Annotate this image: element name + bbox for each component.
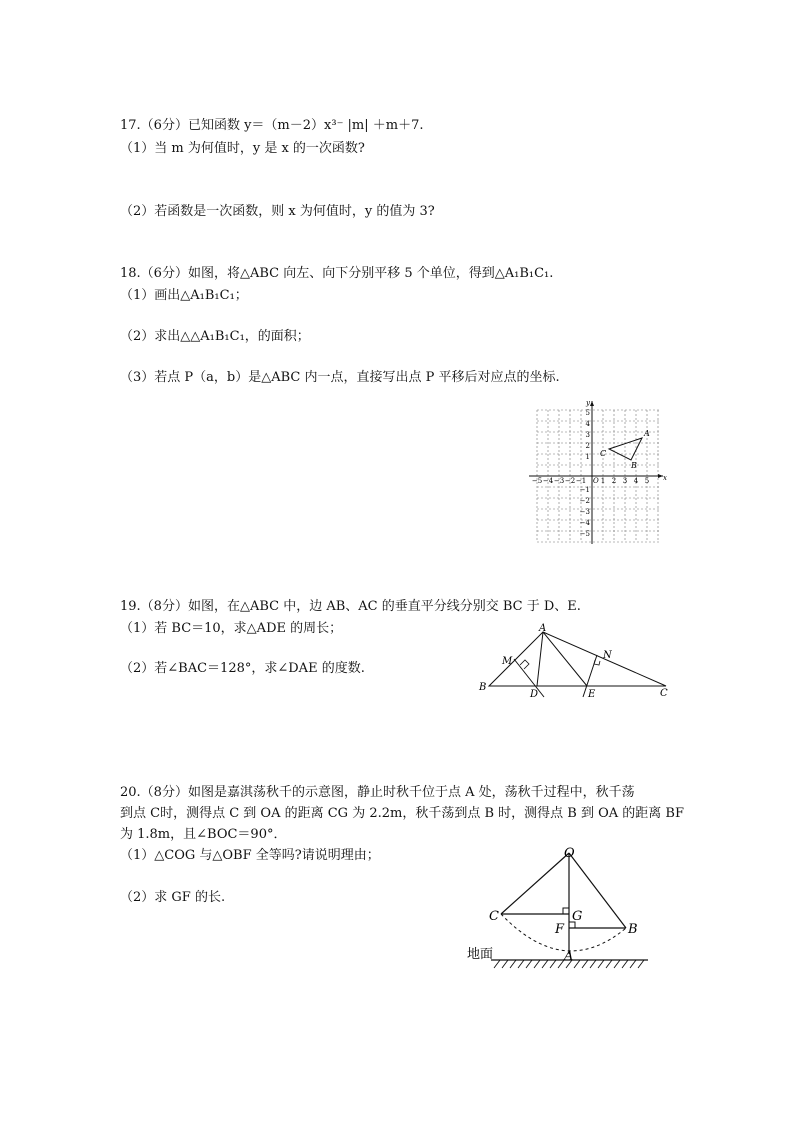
q20-stem-line1: 20.（8分）如图是嘉淇荡秋千的示意图，静止时秋千位于点 A 处，荡秋千过程中，秋千荡 — [120, 785, 635, 800]
label-c: C — [600, 449, 607, 458]
label-a: A — [539, 623, 547, 634]
y-axis-arrow — [590, 401, 594, 406]
q20-stem-line2: 到点 C时，测得点 C 到 OA 的距离 CG 为 2.2m，秋千荡到点 B 时，测得点 B 到 OA 的距离 BF — [120, 806, 684, 821]
q19-stem: 19.（8分）如图，在△ABC 中，边 AB、AC 的垂直平分线分别交 BC 于 D、E. — [120, 599, 581, 614]
q19-part1: （1）若 BC＝10，求△ADE 的周长； — [120, 621, 343, 636]
label-n: N — [603, 650, 612, 661]
x-tick: 2 — [611, 477, 617, 485]
x-tick-labels — [532, 477, 649, 485]
axis-label-x: x — [663, 474, 667, 482]
y-tick: −4 — [579, 519, 590, 527]
x-tick: −5 — [531, 477, 543, 485]
q20-stem-line3: 为 1.8m，且∠BOC＝90°． — [120, 827, 287, 842]
x-tick: −2 — [564, 477, 576, 485]
q18-part2: （2）求出△△A₁B₁C₁，的面积； — [120, 329, 310, 344]
y-tick: 2 — [585, 442, 590, 450]
label-d: D — [530, 689, 539, 700]
label-c: C — [660, 688, 668, 699]
q17-stem: 17.（6分）已知函数 y＝（m－2）x³⁻ |m| ＋m＋7. — [120, 118, 424, 133]
q17-part2: （2）若函数是一次函数，则 x 为何值时，y 的值为 3? — [120, 204, 435, 219]
triangle-abc — [489, 632, 666, 686]
q20-part2: （2）求 GF 的长. — [120, 890, 226, 905]
label-b: B — [628, 922, 638, 937]
q18-stem: 18.（6分）如图，将△ABC 向左、向下分别平移 5 个单位，得到△A₁B₁C₁. — [120, 266, 554, 281]
y-tick: 4 — [585, 420, 590, 428]
x-tick: 5 — [644, 477, 650, 485]
label-b: B — [479, 682, 487, 693]
coordinate-grid-figure — [527, 398, 672, 546]
x-tick: 1 — [600, 477, 606, 485]
x-tick: 3 — [622, 477, 628, 485]
segment-oc — [501, 853, 569, 914]
segment-ad — [537, 632, 543, 686]
y-tick-labels — [580, 409, 591, 538]
q18-part3: （3）若点 P（a，b）是△ABC 内一点，直接写出点 P 平移后对应点的坐标. — [120, 370, 560, 385]
q18-part1: （1）画出△A₁B₁C₁； — [120, 288, 248, 303]
origin-label: O — [593, 477, 599, 485]
y-tick: −3 — [579, 508, 590, 516]
segment-ae — [543, 632, 587, 686]
y-tick: −5 — [579, 530, 590, 538]
label-ground: 地面 — [467, 947, 494, 962]
label-e: E — [588, 689, 596, 700]
label-o: O — [564, 846, 575, 861]
swing-figure — [460, 842, 656, 972]
x-tick: −4 — [542, 477, 554, 485]
y-tick: −1 — [579, 486, 590, 494]
y-tick: 5 — [585, 409, 590, 417]
x-tick: 4 — [633, 477, 639, 485]
label-f: F — [555, 922, 565, 937]
label-a: A — [564, 949, 574, 964]
y-tick: −2 — [579, 497, 590, 505]
y-tick: 3 — [585, 431, 590, 439]
triangle-perpendicular-bisector-figure — [474, 622, 674, 702]
label-a: A — [644, 429, 650, 438]
label-c: C — [489, 909, 499, 924]
label-m: M — [502, 656, 513, 667]
q19-part2: （2）若∠BAC＝128°，求∠DAE 的度数. — [120, 661, 365, 676]
q17-part1: （1）当 m 为何值时，y 是 x 的一次函数? — [120, 141, 365, 156]
label-g: G — [572, 909, 583, 924]
axis-label-y: y — [586, 399, 590, 407]
x-tick: −3 — [553, 477, 565, 485]
label-b: B — [631, 461, 637, 470]
q20-part1: （1）△COG 与△OBF 全等吗?请说明理由； — [120, 848, 380, 863]
x-tick: −1 — [575, 477, 587, 485]
triangle-abc — [609, 438, 642, 460]
y-tick: 1 — [585, 453, 590, 461]
right-angle-g — [563, 908, 569, 914]
